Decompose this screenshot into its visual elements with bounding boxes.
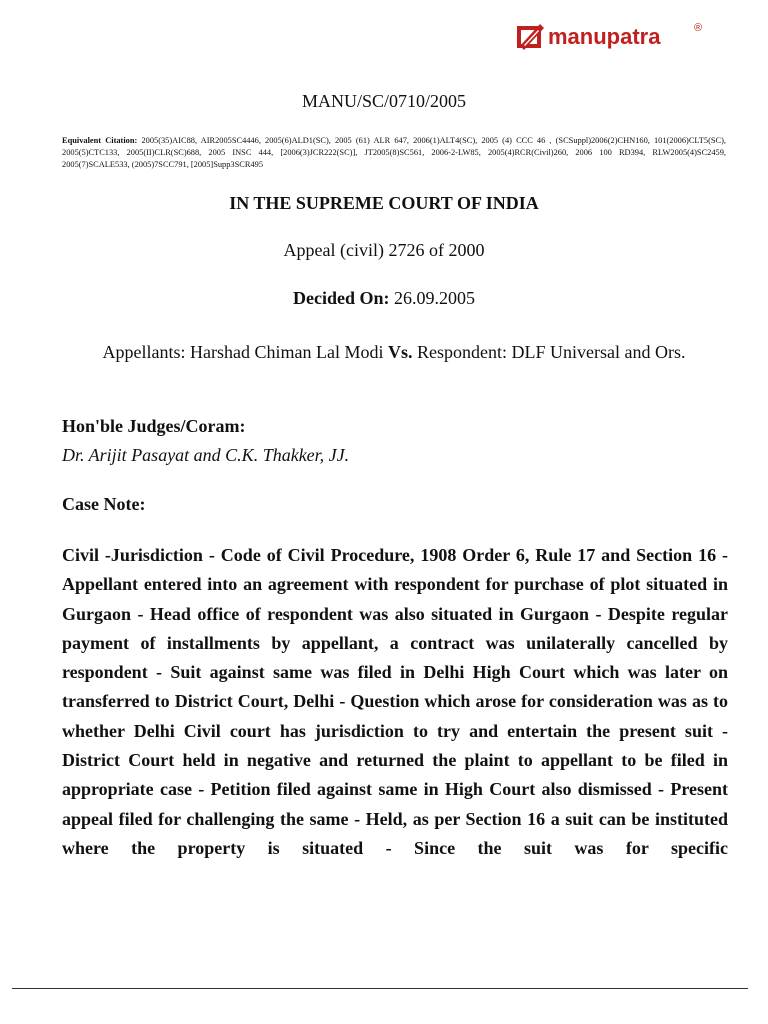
manupatra-logo: [516, 22, 708, 56]
appellants: Appellants: Harshad Chiman Lal Modi: [102, 342, 384, 362]
appeal-number: Appeal (civil) 2726 of 2000: [283, 240, 485, 260]
judges-heading: Hon'ble Judges/Coram:: [62, 416, 246, 436]
footer-divider: [12, 988, 748, 989]
court-name: IN THE SUPREME COURT OF INDIA: [229, 193, 539, 213]
equivalent-citation-label: Equivalent Citation:: [62, 136, 138, 145]
registered-mark: ®: [694, 22, 703, 34]
decided-date-value: 26.09.2005: [394, 288, 475, 308]
logo-wordmark: manupatra: [548, 24, 661, 49]
manu-citation-id: MANU/SC/0710/2005: [301, 91, 467, 111]
equivalent-citation-text: 2005(35)AIC88, AIR2005SC4446, 2005(6)ALD1(SC), 2005 (61) ALR 647, 2006(1)ALT4(SC), 2005 (4) CCC 46 , (SCSuppl)2006(2)CHN160, 101(2006)CLT5(SC), 2005(5)CTC133, 2005(II)CLR(SC)688, 2005 INSC 444, [2006(3)JCR222(SC)], JT2005(8)SC561, 2006-2-LW85, 2005(4)RCR(Civil)260, 2006 100 RD394, RLW2005(4)SC2459, 2005(7)SCALE533, (2005)7SCC791, [2005]Supp3SCR495: [62, 136, 726, 169]
versus: Vs.: [387, 342, 413, 362]
case-note-body: Civil -Jurisdiction - Code of Civil Procedure, 1908 Order 6, Rule 17 and Section 16 - Appellant entered into an agreement with respondent for purchase of plot situated in Gurgaon - Head office of respondent was also situated in Gurgaon - Despite regular payment of installments by appellant, a contract was unilaterally cancelled by respondent - Suit against same was filed in Delhi High Court which was later on transferred to District Court, Delhi - Question which arose for consideration was as to whether Delhi Civil court has jurisdiction to try and entertain the present suit - District Court held in negative and returned the plaint to appellant to be filed in appropriate case - Petition filed against same in High Court also dismissed - Present appeal filed for challenging the same - Held, as per Section 16 a suit can be instituted where the property is situated - Since the suit was for specific: [62, 545, 728, 858]
manupatra-logo-icon: [516, 22, 546, 52]
decision-date: [0, 288, 768, 309]
parties: [62, 338, 726, 367]
judges-names: Dr. Arijit Pasayat and C.K. Thakker, JJ.: [62, 445, 350, 465]
case-note-heading: Case Note:: [62, 494, 146, 514]
respondent: Respondent: DLF Universal and Ors.: [417, 342, 686, 362]
decided-label: Decided On:: [293, 288, 390, 308]
equivalent-citation: [62, 135, 726, 171]
